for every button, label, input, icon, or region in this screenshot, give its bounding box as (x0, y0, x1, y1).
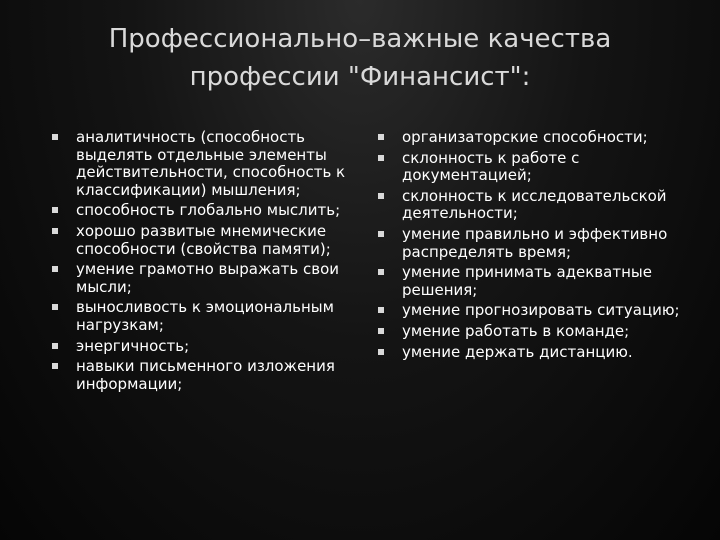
list-item-text: способность глобально мыслить; (76, 201, 341, 220)
list-item (374, 129, 694, 147)
list-item-text: склонность к исследовательской деятельности; (402, 186, 667, 223)
list-item (48, 358, 358, 393)
list-item (374, 302, 694, 320)
list-item (48, 299, 358, 334)
square-bullet-icon (378, 231, 384, 237)
right-qualities-list (374, 129, 694, 364)
square-bullet-icon (52, 363, 58, 369)
list-item (48, 261, 358, 296)
slide-title-line-1: Профессионально–важные качества (108, 24, 612, 54)
list-item-text: хорошо развитые мнемические способности (свойства памяти); (76, 221, 331, 258)
list-item-text: выносливость к эмоциональным нагрузкам; (76, 298, 334, 334)
list-item-text: умение прогнозировать ситуацию; (402, 301, 680, 320)
list-item (374, 323, 694, 341)
slide-title (30, 20, 690, 96)
list-item (374, 344, 694, 362)
list-item (374, 188, 694, 223)
left-qualities-list (48, 129, 358, 396)
list-item (48, 223, 358, 258)
list-item (48, 338, 358, 356)
square-bullet-icon (52, 343, 58, 349)
list-item-text: аналитичность (способность выделять отдельные элементы действительности, способность к классификации) мышления; (76, 128, 346, 199)
list-item-text: умение работать в команде; (402, 321, 630, 340)
square-bullet-icon (52, 207, 58, 213)
list-item-text: умение грамотно выражать свои мысли; (76, 260, 340, 296)
square-bullet-icon (52, 304, 58, 310)
square-bullet-icon (378, 269, 384, 275)
square-bullet-icon (52, 134, 58, 140)
list-item-text: навыки письменного изложения информации; (76, 357, 335, 393)
square-bullet-icon (378, 328, 384, 334)
square-bullet-icon (378, 155, 384, 161)
slide-title-line-2: профессии "Финансист": (189, 62, 531, 92)
list-item (48, 129, 358, 199)
list-item-text: организаторские способности; (402, 128, 648, 146)
list-item (374, 264, 694, 299)
square-bullet-icon (378, 193, 384, 199)
square-bullet-icon (378, 307, 384, 313)
list-item-text: умение держать дистанцию. (402, 342, 633, 361)
list-item (374, 150, 694, 185)
square-bullet-icon (378, 134, 384, 140)
list-item-text: умение правильно и эффективно распределять время; (402, 224, 668, 261)
square-bullet-icon (52, 266, 58, 272)
list-item (48, 202, 358, 220)
list-item-text: энергичность; (76, 336, 190, 355)
list-item (374, 226, 694, 261)
square-bullet-icon (378, 349, 384, 355)
list-item-text: склонность к работе с документацией; (402, 148, 580, 185)
list-item-text: умение принимать адекватные решения; (402, 263, 652, 299)
square-bullet-icon (52, 228, 58, 234)
